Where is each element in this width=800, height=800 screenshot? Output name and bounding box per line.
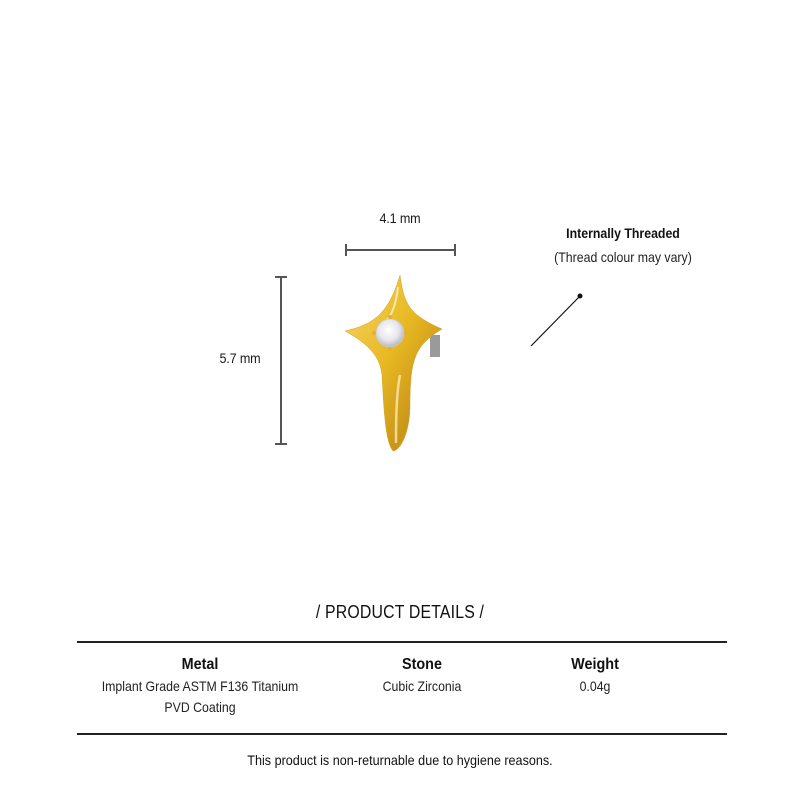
details-column-stone xyxy=(342,656,502,697)
stone-heading: Stone xyxy=(401,656,442,673)
height-dimension-label: 5.7 mm xyxy=(219,350,261,366)
height-bar-cap-bottom xyxy=(275,443,287,445)
details-top-rule xyxy=(77,641,727,643)
hygiene-note: This product is non-returnable due to hygiene reasons. xyxy=(247,752,553,768)
width-bar-cap-right xyxy=(454,244,456,256)
weight-heading: Weight xyxy=(571,656,619,673)
weight-value: 0.04g xyxy=(579,678,611,694)
metal-value-2: PVD Coating xyxy=(164,699,236,715)
stone-value: Cubic Zirconia xyxy=(382,678,462,694)
details-column-metal xyxy=(80,656,320,718)
thread-note-title: Internally Threaded xyxy=(566,225,680,241)
details-bottom-rule xyxy=(77,733,727,735)
thread-note-subtitle: (Thread colour may vary) xyxy=(554,249,692,265)
details-column-weight xyxy=(535,656,655,697)
metal-heading: Metal xyxy=(181,656,219,673)
height-dimension-bar xyxy=(280,276,282,444)
star-stud-product-image xyxy=(330,265,460,455)
thread-post xyxy=(430,335,440,357)
thread-pointer-line xyxy=(528,290,588,350)
width-dimension-bar xyxy=(345,249,455,251)
product-details-title: / PRODUCT DETAILS / xyxy=(315,602,485,622)
metal-value-1: Implant Grade ASTM F136 Titanium xyxy=(101,678,299,694)
height-bar-cap-top xyxy=(275,276,287,278)
cubic-zirconia-stone xyxy=(376,319,404,347)
width-bar-cap-left xyxy=(345,244,347,256)
width-dimension-label: 4.1 mm xyxy=(379,210,421,226)
